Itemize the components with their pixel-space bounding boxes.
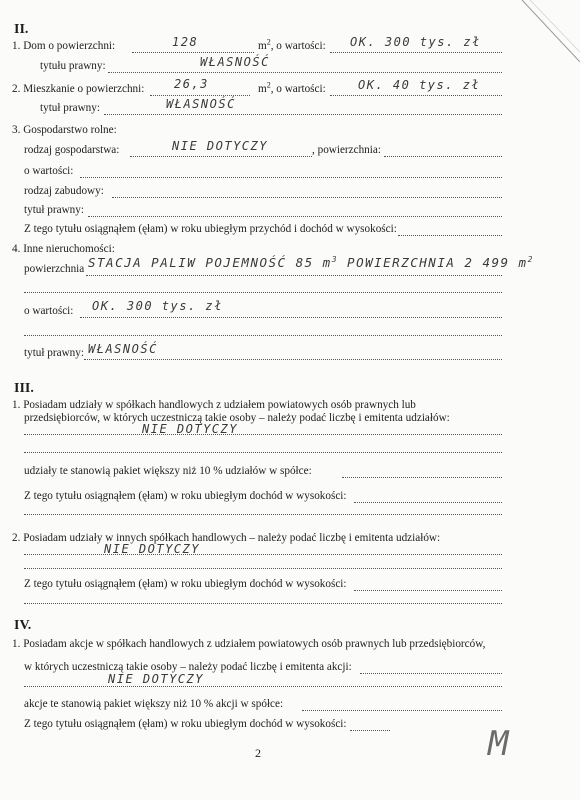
dom-title-field[interactable] [108, 72, 502, 73]
dom-area-field[interactable] [132, 52, 254, 53]
mieszkanie-value: OK. 40 tys. zł [358, 78, 481, 92]
inne-udzialy-dochod-label: Z tego tytułu osiągnąłem (ęłam) w roku ubiegłym dochód w wysokości: [24, 578, 347, 590]
dom-label: 1. Dom o powierzchni: [12, 40, 116, 52]
inne-udzialy-value: NIE DOTYCZY [104, 542, 200, 556]
udzialy-dochod-field-2[interactable] [24, 514, 502, 515]
initials-signature: M [488, 724, 509, 764]
gospodarstwo-dochod-field[interactable] [398, 235, 502, 236]
akcje-line-2: w których uczestniczą takie osoby – należy podać liczbę i emitenta akcji: [24, 661, 352, 673]
inne-wartosc-value: OK. 300 tys. zł [92, 299, 223, 313]
mieszkanie-value-field[interactable] [330, 95, 502, 96]
mieszkanie-area-field[interactable] [150, 95, 250, 96]
dom-unit: $m^2$, o wartości: [258, 37, 326, 52]
mieszkanie-title-field[interactable] [104, 114, 502, 115]
gospodarstwo-rodzaj-label: rodzaj gospodarstwa: [24, 144, 120, 156]
akcje-dochod-label: Z tego tytułu osiągnąłem (ęłam) w roku ubiegłym dochód w wysokości: [24, 718, 347, 730]
inne-pow-field[interactable] [86, 275, 502, 276]
gospodarstwo-wartosc-label: o wartości: [24, 165, 74, 177]
gospodarstwo-rodzaj-field[interactable] [130, 156, 312, 157]
udzialy-dochod-field[interactable] [354, 502, 502, 503]
mieszkanie-area-value: 26,3 [174, 77, 209, 91]
inne-udzialy-field-2[interactable] [24, 568, 502, 569]
gospodarstwo-zabudowy-field[interactable] [112, 197, 502, 198]
gospodarstwo-tytul-label: tytuł prawny: [24, 204, 84, 216]
akcje-pakiet-label: akcje te stanowią pakiet większy niż 10 % akcji w spółce: [24, 698, 284, 710]
udzialy-line-2: przedsiębiorców, w których uczestniczą takie osoby – należy podać liczbę i emitenta udziałów: [24, 412, 450, 424]
dom-title-value: WŁASNOŚĆ [200, 55, 270, 69]
inne-label: 4. Inne nieruchomości: [12, 243, 115, 255]
inne-extra-line-2[interactable] [24, 335, 502, 336]
udzialy-line-1: 1. Posiadam udziały w spółkach handlowych z udziałem powiatowych osób prawnych lub [12, 399, 416, 411]
akcje-value: NIE DOTYCZY [108, 672, 204, 686]
inne-pow-label: powierzchnia [24, 263, 85, 275]
akcje-dochod-field[interactable] [350, 730, 390, 731]
inne-udzialy-line: 2. Posiadam udziały w innych spółkach handlowych – należy podać liczbę i emitenta udziałów: [12, 532, 441, 544]
gospodarstwo-zabudowy-label: rodzaj zabudowy: [24, 185, 104, 197]
inne-tytul-field[interactable] [84, 359, 502, 360]
page-number: 2 [255, 746, 261, 760]
inne-wartosc-label: o wartości: [24, 305, 74, 317]
gospodarstwo-tytul-field[interactable] [88, 216, 502, 217]
inne-pow-value: STACJA PALIW POJEMNOŚĆ 85 $m^3$ POWIERZCHNIA 2 499 $m^2$ [88, 254, 534, 270]
udzialy-pakiet-field[interactable] [342, 477, 502, 478]
section-heading-ii: II. [14, 22, 29, 37]
mieszkanie-title-label: tytuł prawny: [40, 102, 100, 114]
inne-udzialy-dochod-field-2[interactable] [24, 603, 502, 604]
udzialy-field-1[interactable] [24, 434, 502, 435]
section-heading-iii: III. [14, 381, 34, 396]
dom-title-label: tytułu prawny: [40, 60, 106, 72]
akcje-field-1[interactable] [24, 686, 502, 687]
mieszkanie-title-value: WŁASNOŚĆ [166, 97, 236, 111]
inne-wartosc-field[interactable] [80, 317, 502, 318]
udzialy-field-2[interactable] [24, 452, 502, 453]
inne-extra-line-1[interactable] [24, 292, 502, 293]
gospodarstwo-pow-field[interactable] [384, 156, 502, 157]
gospodarstwo-label: 3. Gospodarstwo rolne: [12, 124, 117, 136]
akcje-pakiet-field[interactable] [302, 710, 502, 711]
dom-area-value: 128 [172, 35, 199, 49]
udzialy-dochod-label: Z tego tytułu osiągnąłem (ęłam) w roku ubiegłym dochód w wysokości: [24, 490, 347, 502]
udzialy-pakiet-label: udziały te stanowią pakiet większy niż 10 % udziałów w spółce: [24, 465, 312, 477]
inne-tytul-label: tytuł prawny: [24, 347, 84, 359]
section-heading-iv: IV. [14, 618, 32, 633]
gospodarstwo-dochod-label: Z tego tytułu osiągnąłem (ęłam) w roku ubiegłym przychód i dochód w wysokości: [24, 223, 397, 235]
dom-value: OK. 300 tys. zł [350, 35, 481, 49]
inne-udzialy-field-1[interactable] [24, 554, 502, 555]
mieszkanie-unit: $m^2$, o wartości: [258, 80, 326, 95]
inne-tytul-value: WŁASNOŚĆ [88, 342, 158, 356]
gospodarstwo-rodzaj-value: NIE DOTYCZY [172, 139, 268, 153]
page-corner-fold [500, 0, 580, 70]
akcje-field-0[interactable] [360, 673, 502, 674]
gospodarstwo-pow-label: , powierzchnia: [312, 144, 381, 156]
akcje-line-1: 1. Posiadam akcje w spółkach handlowych z udziałem powiatowych osób prawnych lub przedsiębiorców, [12, 638, 486, 650]
inne-udzialy-dochod-field[interactable] [354, 590, 502, 591]
dom-value-field[interactable] [330, 52, 502, 53]
mieszkanie-label: 2. Mieszkanie o powierzchni: [12, 83, 145, 95]
gospodarstwo-wartosc-field[interactable] [80, 177, 502, 178]
udzialy-value: NIE DOTYCZY [142, 422, 238, 436]
